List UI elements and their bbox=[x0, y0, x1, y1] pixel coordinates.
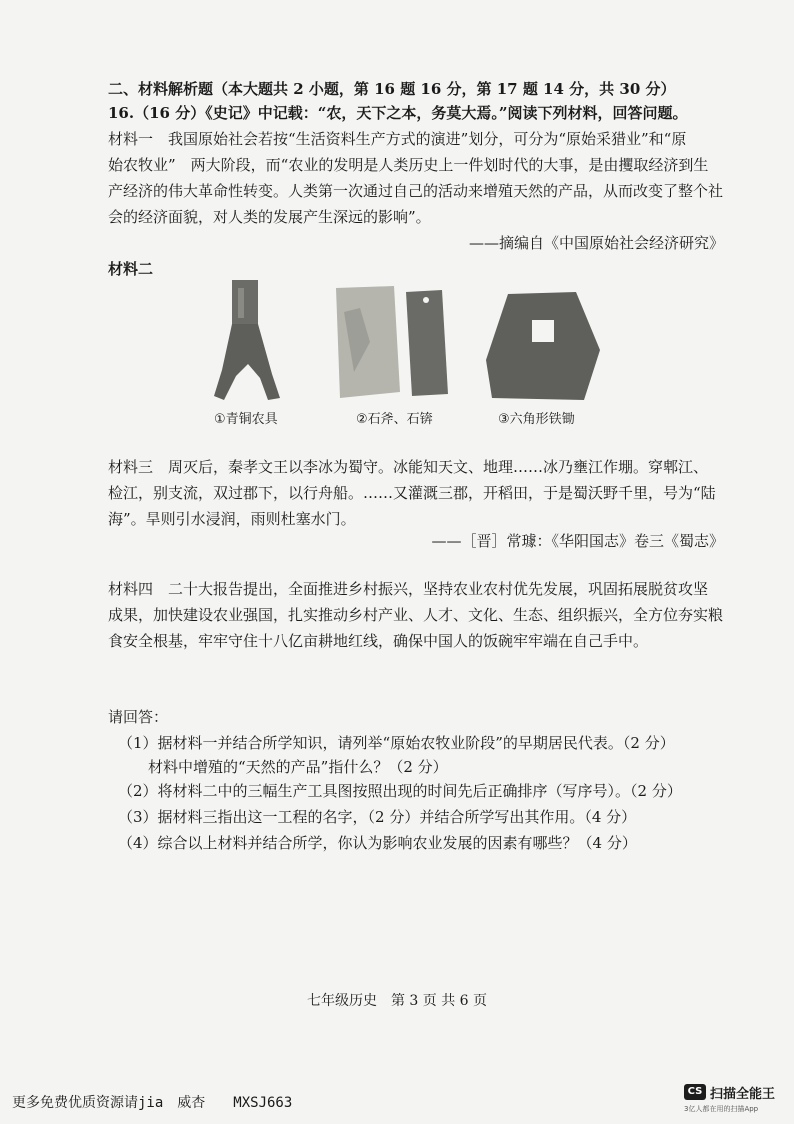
material-4-line: 成果，加快建设农业强国，扎实推动乡村产业、人才、文化、生态、组织振兴，全方位夯实粮 bbox=[108, 606, 724, 624]
material-1-line: 始农牧业” 两大阶段，而“农业的发明是人类历史上一件划时代的大事，是由攫取经济到生 bbox=[108, 156, 709, 174]
scanner-brand bbox=[684, 1082, 788, 1118]
iron-hoe-image bbox=[484, 290, 602, 404]
question-item: （3）据材料三指出这一工程的名字，（2 分）并结合所学写出其作用。（4 分） bbox=[118, 808, 637, 826]
question-item: 材料中增殖的“天然的产品”指什么？（2 分） bbox=[148, 758, 448, 776]
answer-prompt: 请回答： bbox=[108, 708, 169, 726]
material-3-line: 海”。旱则引水浸润，雨则杜塞水门。 bbox=[108, 510, 356, 528]
material-2-label: 材料二 bbox=[108, 260, 154, 278]
page-footer: 七年级历史 第 3 页 共 6 页 bbox=[306, 993, 488, 1009]
material-3-line: 材料三 周灭后，秦孝文王以李冰为蜀守。冰能知天文、地理……冰乃壅江作堋。穿郫江、 bbox=[108, 458, 709, 476]
material-1-line: 材料一 我国原始社会若按“生活资料生产方式的演进”划分，可分为“原始采猎业”和“原 bbox=[108, 130, 687, 148]
material-3-line: 检江，别支流，双过郡下，以行舟船。……又灌溉三郡，开稻田，于是蜀沃野千里，号为“陆 bbox=[108, 484, 716, 502]
watermark-text: 更多免费优质资源请jia 威杏 MXSJ663 bbox=[12, 1095, 293, 1111]
question-item: （2）将材料二中的三幅生产工具图按照出现的时间先后正确排序（写序号）。（2 分） bbox=[118, 782, 682, 800]
brand-logo-icon: CS bbox=[684, 1084, 706, 1100]
caption-stone-axe: ②石斧、石锛 bbox=[356, 412, 433, 427]
question-item: （4）综合以上材料并结合所学，你认为影响农业发展的因素有哪些？（4 分） bbox=[118, 834, 637, 852]
caption-iron-hoe: ③六角形铁锄 bbox=[498, 412, 575, 427]
section-heading: 二、材料解析题（本大题共 2 小题，第 16 题 16 分，第 17 题 14 分，共 30 分） bbox=[108, 80, 676, 98]
brand-tagline: 3亿人都在用的扫描App bbox=[684, 1105, 759, 1113]
material-1-line: 产经济的伟大革命性转变。人类第一次通过自己的活动来增殖天然的产品，从而改变了整个社 bbox=[108, 182, 724, 200]
question-item: （1）据材料一并结合所学知识，请列举“原始农牧业阶段”的早期居民代表。（2 分） bbox=[118, 734, 675, 752]
bronze-tool-image bbox=[210, 278, 290, 408]
brand-name: 扫描全能王 bbox=[710, 1087, 776, 1102]
caption-bronze-tool: ①青铜农具 bbox=[214, 412, 278, 427]
material-4-line: 材料四 二十大报告提出，全面推进乡村振兴，坚持农业农村优先发展，巩固拓展脱贫攻坚 bbox=[108, 580, 709, 598]
material-1-source: ——摘编自《中国原始社会经济研究》 bbox=[468, 234, 724, 252]
material-4-line: 食安全根基，牢牢守住十八亿亩耕地红线，确保中国人的饭碗牢牢端在自己手中。 bbox=[108, 632, 649, 650]
material-1-line: 会的经济面貌，对人类的发展产生深远的影响”。 bbox=[108, 208, 431, 226]
question-16-intro: 16.（16 分）《史记》中记载：“农，天下之本，务莫大焉。”阅读下列材料，回答问题。 bbox=[108, 104, 688, 122]
stone-axe-image bbox=[330, 282, 460, 406]
material-3-source: ——［晋］常璩：《华阳国志》卷三《蜀志》 bbox=[431, 532, 724, 550]
